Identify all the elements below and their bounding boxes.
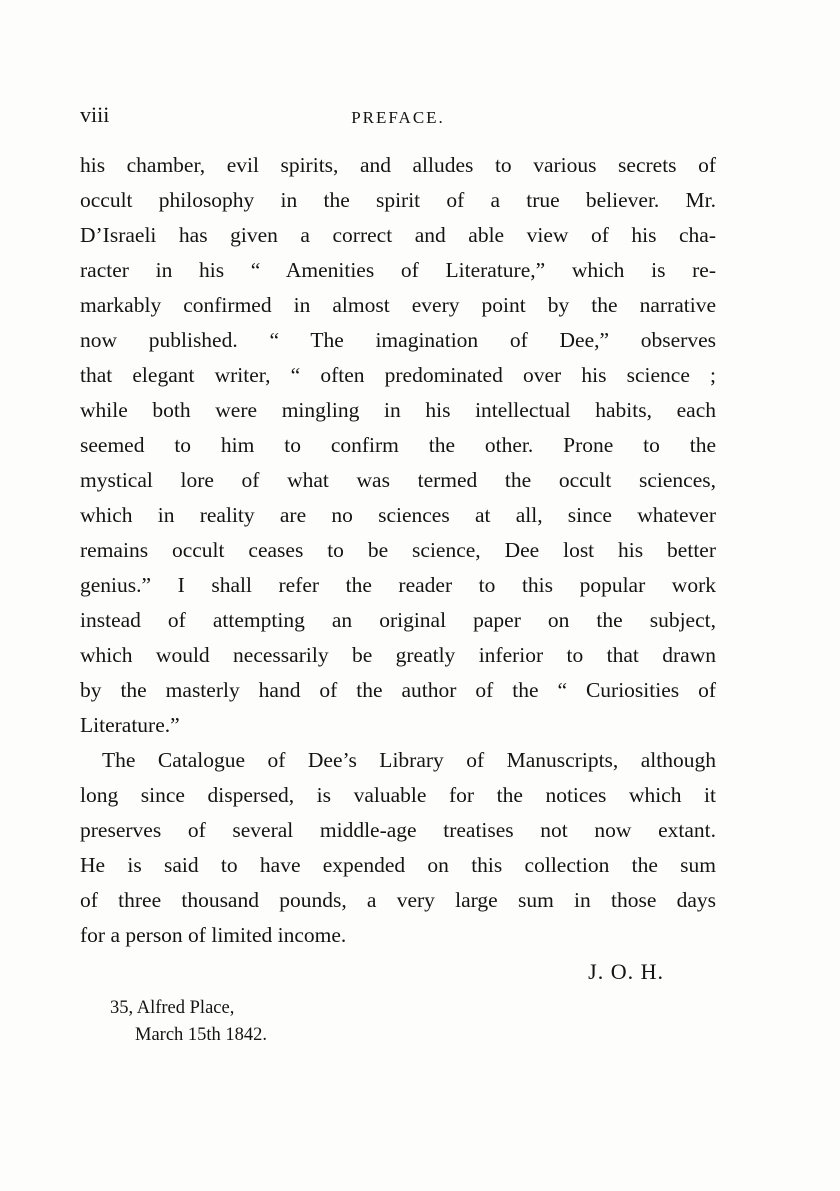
- text-line: genius.” I shall refer the reader to this popular work: [80, 573, 716, 597]
- text-line: by the masterly hand of the author of the “ Curiosities of: [80, 678, 716, 702]
- text-line: The Catalogue of Dee’s Library of Manuscripts, although: [102, 748, 716, 772]
- page-header: [80, 102, 716, 132]
- text-line: Literature.”: [80, 713, 180, 737]
- text-line: instead of attempting an original paper on the subject,: [80, 608, 716, 632]
- text-line: which in reality are no sciences at all, since whatever: [80, 503, 716, 527]
- text-line: long since dispersed, is valuable for the notices which it: [80, 783, 716, 807]
- text-line: He is said to have expended on this collection the sum: [80, 853, 716, 877]
- text-line: now published. “ The imagination of Dee,” observes: [80, 328, 716, 352]
- text-line: racter in his “ Amenities of Literature,” which is re-: [80, 258, 716, 282]
- text-line: remains occult ceases to be science, Dee lost his better: [80, 538, 716, 562]
- date-line: March 15th 1842.: [135, 1025, 268, 1045]
- paragraph: [80, 148, 716, 743]
- text-line: his chamber, evil spirits, and alludes to various secrets of: [80, 153, 716, 177]
- text-line: preserves of several middle-age treatises not now extant.: [80, 818, 716, 842]
- text-line: mystical lore of what was termed the occult sciences,: [80, 468, 716, 492]
- text-line: while both were mingling in his intellectual habits, each: [80, 398, 716, 422]
- text-line: D’Israeli has given a correct and able view of his cha-: [80, 223, 716, 247]
- address-line: 35, Alfred Place,: [110, 998, 235, 1018]
- text-line: for a person of limited income.: [80, 923, 347, 947]
- text-line: of three thousand pounds, a very large sum in those days: [80, 888, 716, 912]
- text-line: markably confirmed in almost every point by the narrative: [80, 293, 716, 317]
- author-initials: J. O. H.: [588, 959, 664, 984]
- page-body: [80, 148, 716, 1049]
- text-line: occult philosophy in the spirit of a true believer. Mr.: [80, 188, 716, 212]
- text-line: which would necessarily be greatly inferior to that drawn: [80, 643, 716, 667]
- running-head: PREFACE.: [351, 108, 445, 127]
- text-line: that elegant writer, “ often predominated over his science ;: [80, 363, 716, 387]
- page-number: viii: [80, 102, 110, 127]
- text-line: seemed to him to confirm the other. Prone to the: [80, 433, 716, 457]
- paragraph: [80, 743, 716, 953]
